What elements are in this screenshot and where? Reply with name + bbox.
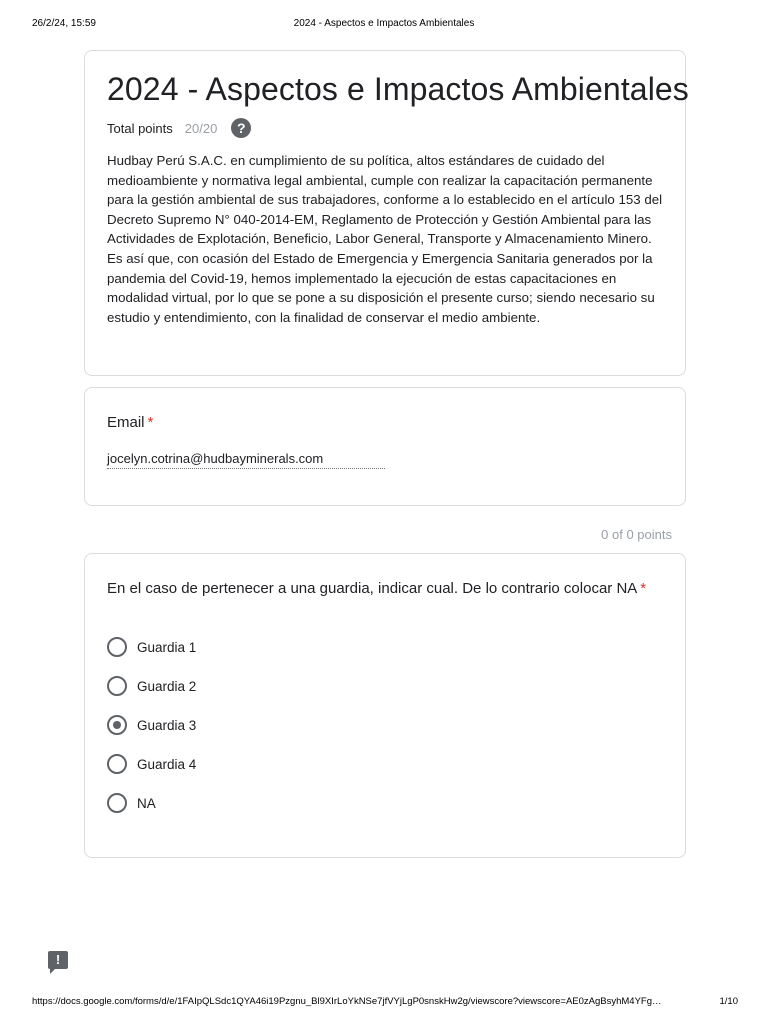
required-asterisk: * [147, 414, 154, 431]
radio-option-guardia-3[interactable] [107, 714, 196, 736]
form-description [107, 151, 669, 327]
guard-question-card [84, 553, 686, 858]
radio-button-icon[interactable] [107, 676, 127, 696]
question-points: 0 of 0 points [601, 527, 672, 542]
radio-option-na[interactable] [107, 792, 156, 814]
radio-option-guardia-2[interactable] [107, 675, 196, 697]
option-label: Guardia 4 [137, 756, 197, 772]
report-problem-icon[interactable]: ! [48, 951, 68, 969]
radio-option-guardia-1[interactable] [107, 636, 196, 658]
description-paragraph: Es así que, con ocasión del Estado de Emergencia y Emergencia Sanitaria generados por la pandemia del Covid-19, hemos implementado la ejecución de estas capacitaciones en modalidad virtual, por lo que se pone a su disposición el presente curso; siendo necesario su estudio y entendimiento, con la finalidad de conservar el medio ambiente. [107, 250, 655, 325]
total-points-row [107, 117, 251, 139]
page-number: 1/10 [719, 996, 738, 1007]
form-title: 2024 - Aspectos e Impactos Ambientales [107, 71, 689, 107]
form-header-card [84, 50, 689, 376]
radio-button-icon[interactable] [107, 637, 127, 657]
print-footer [0, 996, 768, 1010]
radio-button-icon[interactable] [107, 754, 127, 774]
required-asterisk: * [640, 580, 647, 597]
page-url: https://docs.google.com/forms/d/e/1FAIpQLSdc1QYA46i19Pzgnu_Bl9XIrLoYkNSe7jfVYjLgP0snskHw2g/viewscore?viewscore=AE0zAgBsyhM4YFg… [32, 996, 662, 1007]
print-datetime: 26/2/24, 15:59 [32, 18, 96, 29]
email-question-card [84, 387, 686, 506]
total-points-value: 20/20 [184, 120, 218, 136]
help-icon[interactable]: ? [231, 118, 251, 138]
option-label: NA [137, 795, 156, 811]
total-points-label: Total points [107, 120, 173, 136]
guard-question-title [107, 580, 646, 597]
radio-button-icon[interactable] [107, 793, 127, 813]
description-paragraph: Hudbay Perú S.A.C. en cumplimiento de su política, altos estándares de cuidado del medioambiente y normativa legal ambiental, cumple con realizar la capacitación permanente para la gestión ambiental de sus trabajadores, conforme a lo establecido en el artículo 153 del Decreto Supremo N° 040-2014-EM, Reglamento de Protección y Gestión Ambiental para las Actividades de Explotación, Beneficio, Labor General, Transporte y Almacenamiento Minero. [107, 153, 663, 247]
email-field: jocelyn.cotrina@hudbayminerals.com [107, 451, 385, 469]
guard-question-label: En el caso de pertenecer a una guardia, indicar cual. De lo contrario colocar NA [107, 580, 638, 597]
option-label: Guardia 3 [137, 717, 197, 733]
email-label: Email [107, 414, 145, 431]
print-header [0, 18, 768, 32]
option-label: Guardia 1 [137, 639, 197, 655]
option-label: Guardia 2 [137, 678, 197, 694]
email-question-title [107, 414, 153, 431]
radio-button-selected-icon[interactable] [107, 715, 127, 735]
radio-option-guardia-4[interactable] [107, 753, 196, 775]
print-title: 2024 - Aspectos e Impactos Ambientales [293, 18, 475, 29]
